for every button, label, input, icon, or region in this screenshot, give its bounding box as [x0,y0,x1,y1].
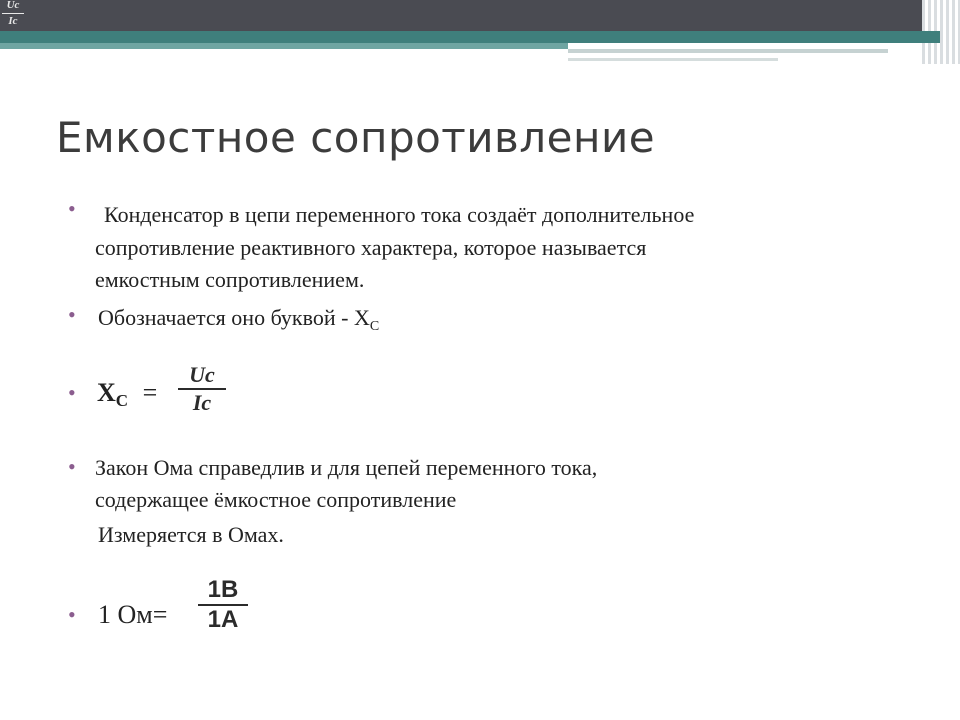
bullet-2-subscript: C [369,319,380,334]
bullet-1-line-2: сопротивление реактивного характера, которое называется [95,235,647,260]
corner-fraction-denominator: Ic [8,15,18,27]
bullet-dot: • [68,196,76,221]
formula-ohm-fraction [198,576,248,634]
top-bar [0,0,960,31]
bullet-dot: • [68,602,76,627]
bullet-dot: • [68,454,76,479]
teal-band-light [0,43,568,49]
bullet-4-line-1: Закон Ома справедлив и для цепей переменного тока, [95,455,598,480]
page-title: Емкостное сопротивление [56,113,656,162]
formula-equals: = [142,378,158,407]
bullet-4-line-2: содержащее ёмкостное сопротивление [95,487,457,512]
bullet-dot: • [68,380,76,405]
formula-xc-symbol: X [97,378,116,407]
fraction-numerator: 1B [207,576,239,603]
teal-band [0,31,940,43]
formula-xc-fraction [178,362,226,416]
fraction-denominator: 1A [207,606,239,633]
bullet-1-line-3: емкостным сопротивлением. [95,267,365,292]
corner-fraction [2,0,24,27]
fraction-denominator: Ic [192,390,212,415]
bullet-1-line-1: Конденсатор в цепи переменного тока создаёт дополнительное [104,202,695,227]
formula-xc [97,377,157,416]
formula-ohm-lhs: 1 Ом= [98,600,168,629]
bullet-2-text [98,302,379,342]
bullet-dot: • [68,302,76,327]
decor-line [568,49,888,53]
corner-fraction-numerator: Uc [2,0,24,14]
bullet-4-line-3: Измеряется в Омах. [98,522,284,547]
fraction-numerator: Uc [189,362,215,387]
formula-xc-subscript: C [115,391,129,410]
bullet-2-label: Обозначается оно буквой - X [98,305,370,330]
decor-line-2 [568,58,778,61]
